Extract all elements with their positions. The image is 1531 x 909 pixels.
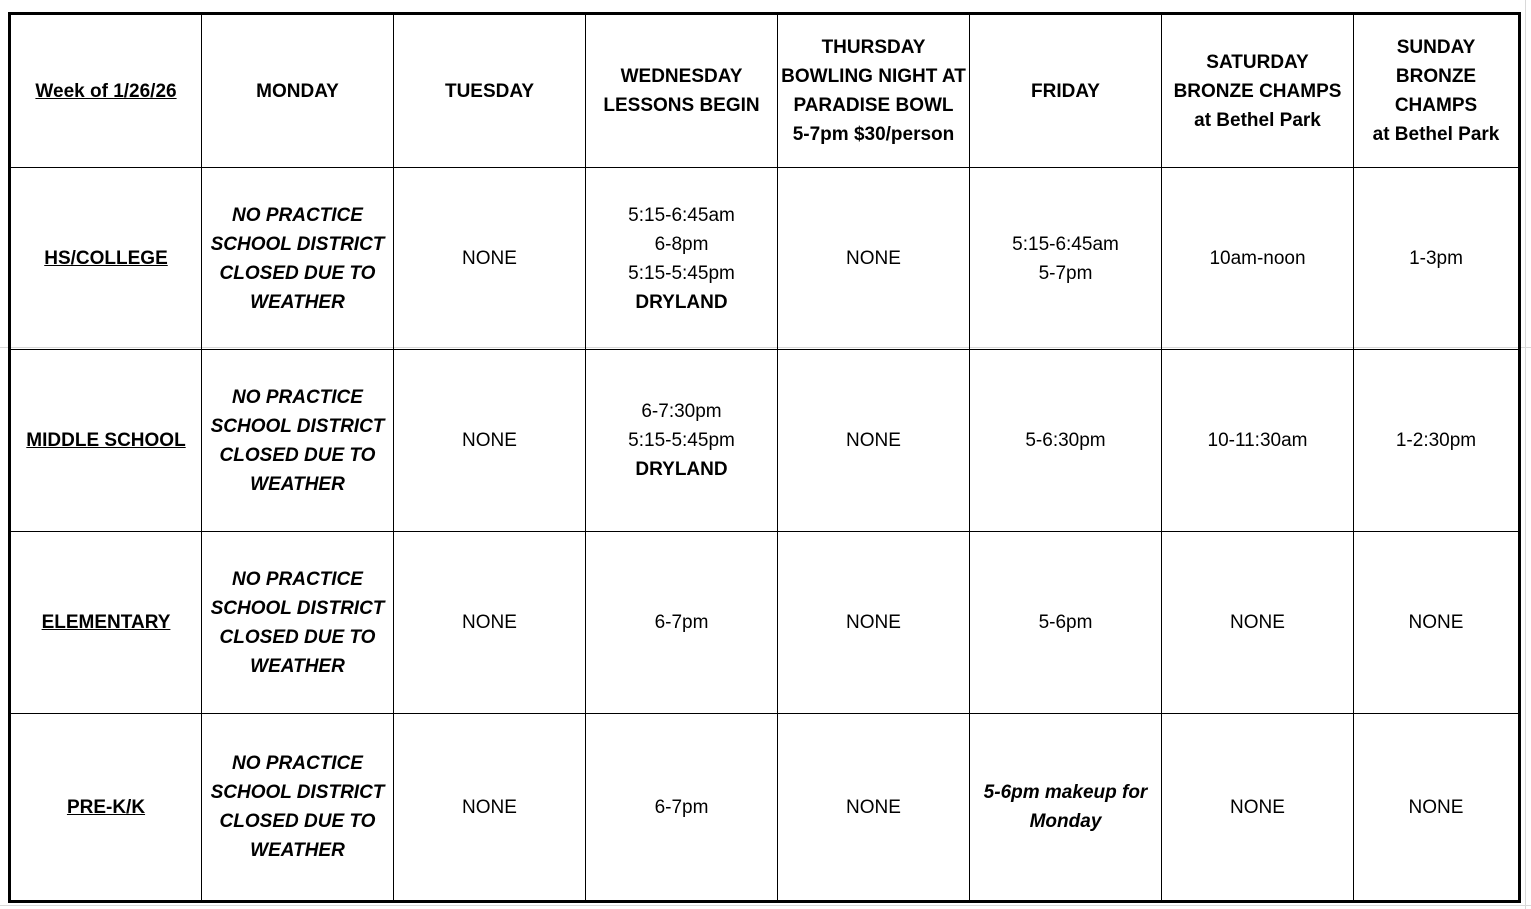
group-label-pre-k: PRE-K/K [10,714,202,902]
sunday-cell: 1-2:30pm [1354,350,1520,532]
header-thursday-line: THURSDAY [821,37,926,58]
time-line: 5:15-5:45pm [628,262,735,284]
table-row [10,168,1520,350]
note-line: CLOSED DUE TO [219,444,376,466]
header-thursday-line: 5-7pm $30/person [792,124,955,145]
time-line: 6-7pm [654,612,709,633]
wednesday-cell [586,532,778,714]
thursday-cell: NONE [778,532,970,714]
header-sunday-line: SUNDAY [1396,37,1476,58]
header-sunday [1354,14,1520,168]
time-line: 5:15-6:45am [1012,233,1119,255]
tuesday-cell: NONE [394,714,586,902]
note-line: CLOSED DUE TO [219,811,376,832]
note-line: WEATHER [250,291,345,313]
note-line: CLOSED DUE TO [219,626,376,648]
thursday-cell: NONE [778,350,970,532]
week-label: Week of 1/26/26 [10,14,202,168]
thursday-cell: NONE [778,714,970,902]
time-line: 5-6:30pm [1025,430,1106,451]
note-line: 5-6pm makeup for [983,782,1148,803]
note-line: CLOSED DUE TO [219,262,376,284]
note-line: SCHOOL DISTRICT [210,415,385,437]
time-line: 6-8pm [654,233,709,255]
sunday-cell: NONE [1354,532,1520,714]
sunday-cell: NONE [1354,714,1520,902]
saturday-cell: NONE [1162,532,1354,714]
friday-makeup-note [970,714,1162,902]
time-line: 5:15-6:45am [628,204,735,226]
header-wednesday [586,14,778,168]
table-row [10,350,1520,532]
group-label-middle-school: MIDDLE SCHOOL [10,350,202,532]
note-line: WEATHER [250,473,345,495]
sheet-gridline [0,905,1531,906]
header-wednesday-line: WEDNESDAY [620,66,743,87]
friday-cell [970,532,1162,714]
note-line: NO PRACTICE [232,386,363,408]
tuesday-cell: NONE [394,168,586,350]
saturday-cell: NONE [1162,714,1354,902]
dryland-label: DRYLAND [635,459,728,480]
note-line: NO PRACTICE [232,568,363,590]
header-monday: MONDAY [202,14,394,168]
header-sunday-line: BRONZE CHAMPS [1394,66,1478,116]
sunday-cell: 1-3pm [1354,168,1520,350]
wednesday-cell [586,168,778,350]
note-line: NO PRACTICE [232,753,363,774]
header-saturday-line: SATURDAY [1206,51,1309,73]
time-line: 5-7pm [1038,262,1093,284]
table-row [10,714,1520,902]
friday-cell [970,168,1162,350]
group-label-elementary: ELEMENTARY [10,532,202,714]
time-line: 5-6pm [1038,612,1093,633]
header-tuesday: TUESDAY [394,14,586,168]
friday-cell [970,350,1162,532]
note-line: SCHOOL DISTRICT [210,782,385,803]
header-thursday-line: BOWLING NIGHT AT [781,66,966,87]
wednesday-cell [586,350,778,532]
header-thursday [778,14,970,168]
table-row [10,532,1520,714]
group-label-hs-college: HS/COLLEGE [10,168,202,350]
header-friday: FRIDAY [970,14,1162,168]
header-sunday-line: at Bethel Park [1372,124,1500,145]
monday-cancel-note [202,168,394,350]
note-line: SCHOOL DISTRICT [210,597,385,619]
header-saturday [1162,14,1354,168]
note-line: Monday [1029,811,1102,832]
header-wednesday-line: LESSONS BEGIN [603,95,760,116]
monday-cancel-note [202,350,394,532]
tuesday-cell: NONE [394,532,586,714]
header-row [10,14,1520,168]
note-line: WEATHER [250,655,345,677]
note-line: NO PRACTICE [232,204,363,226]
header-saturday-line: BRONZE CHAMPS [1173,80,1342,102]
header-saturday-line: at Bethel Park [1194,109,1321,131]
monday-cancel-note [202,532,394,714]
note-line: SCHOOL DISTRICT [210,233,385,255]
time-line: 5:15-5:45pm [628,430,735,451]
time-line: 6-7:30pm [641,401,722,422]
thursday-cell: NONE [778,168,970,350]
swim-schedule-table [8,12,1521,903]
note-line: WEATHER [250,840,345,861]
wednesday-cell [586,714,778,902]
dryland-label: DRYLAND [635,291,728,313]
monday-cancel-note [202,714,394,902]
saturday-cell: 10am-noon [1162,168,1354,350]
saturday-cell: 10-11:30am [1162,350,1354,532]
tuesday-cell: NONE [394,350,586,532]
sheet-gridline [1525,0,1526,909]
header-thursday-line: PARADISE BOWL [793,95,954,116]
time-line: 6-7pm [654,796,709,818]
